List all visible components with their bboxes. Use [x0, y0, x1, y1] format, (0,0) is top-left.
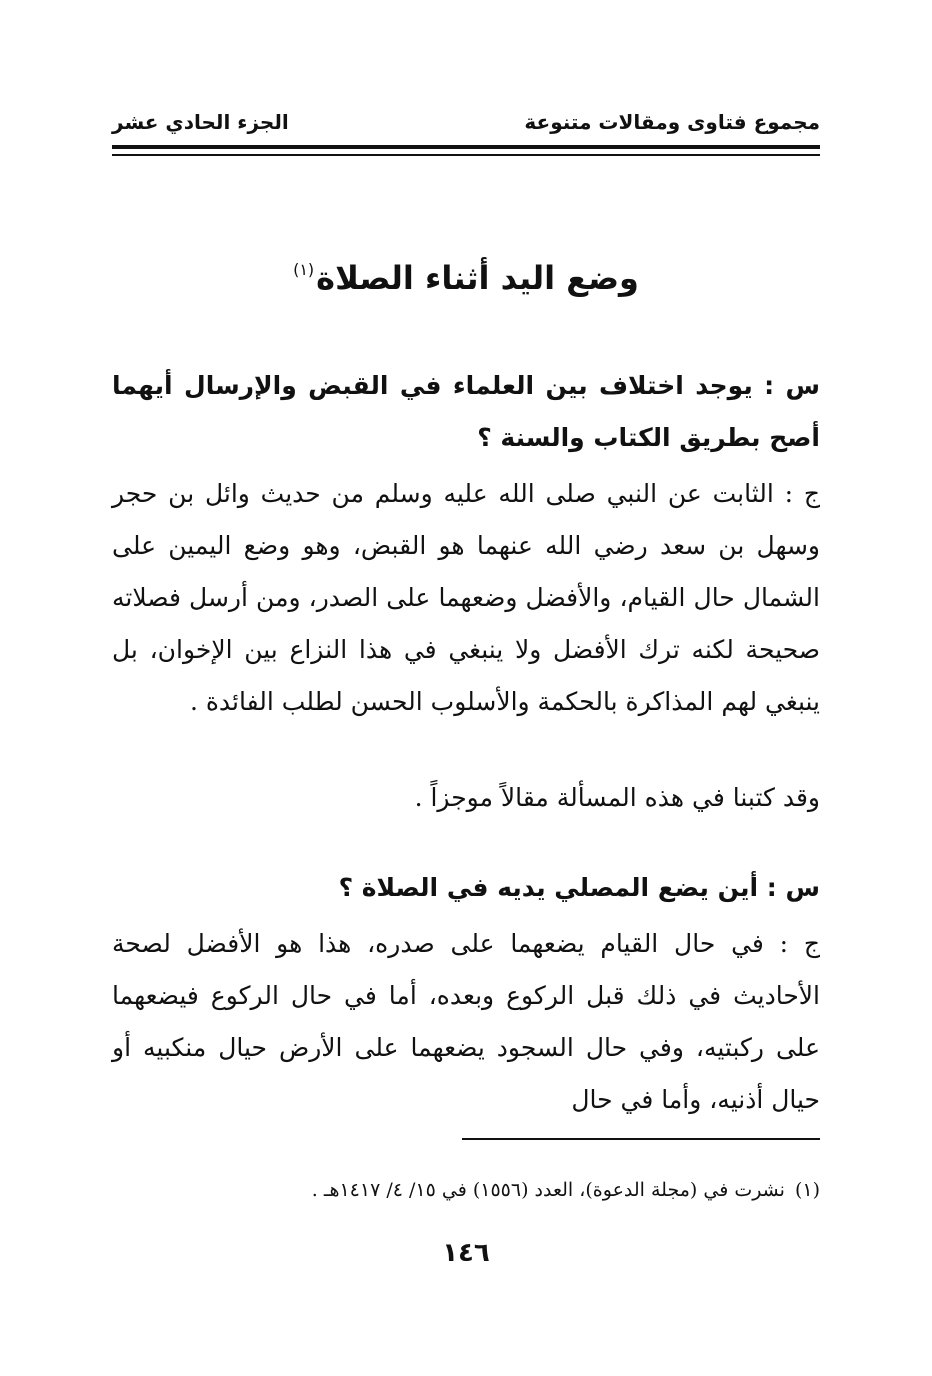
- question-2: س : أين يضع المصلي يديه في الصلاة ؟: [338, 873, 820, 902]
- running-header: [112, 104, 820, 144]
- footnote-text: نشرت في (مجلة الدعوة)، العدد (١٥٥٦) في ١٥/ ٤/ ١٤١٧هـ .: [311, 1179, 785, 1201]
- volume-title: الجزء الحادي عشر: [112, 110, 289, 134]
- footnote-mark: (١): [794, 1179, 820, 1201]
- page-number: ١٤٦: [442, 1238, 490, 1268]
- answer-1-note: وقد كتبنا في هذه المسألة مقالاً موجزاً .: [414, 783, 820, 812]
- header-rule-thin: [112, 154, 820, 156]
- header-rule-thick: [112, 145, 820, 149]
- footnote: [112, 1175, 820, 1205]
- answer-2: ج : في حال القيام يضعهما على صدره، هذا هو الأفضل لصحة الأحاديث في ذلك قبل الركوع وبعده، أما في حال الركوع فيضعهما على ركبتيه، وفي حال السجود يضعهما على الأرض حيال منكبيه أو حيال أذنيه، وأما في حال: [112, 929, 820, 1114]
- answer-1: ج : الثابت عن النبي صلى الله عليه وسلم من حديث وائل بن حجر وسهل بن سعد رضي الله عنهما هو القبض، وهو وضع اليمين على الشمال حال القيام، والأفضل وضعهما على الصدر، ومن أرسل فصلاته صحيحة لكنه ترك الأفضل ولا ينبغي في هذا النزاع بين الإخوان، بل ينبغي لهم المذاكرة بالحكمة والأسلوب الحسن لطلب الفائدة .: [112, 479, 820, 716]
- footnote-separator: [462, 1138, 820, 1140]
- article-title-text: وضع اليد أثناء الصلاة: [316, 259, 639, 297]
- title-footnote-mark: (١): [293, 260, 315, 279]
- book-title: مجموع فتاوى ومقالات متنوعة: [524, 110, 820, 134]
- article-title: [112, 245, 820, 303]
- question-1: س : يوجد اختلاف بين العلماء في القبض والإرسال أيهما أصح بطريق الكتاب والسنة ؟: [112, 371, 820, 452]
